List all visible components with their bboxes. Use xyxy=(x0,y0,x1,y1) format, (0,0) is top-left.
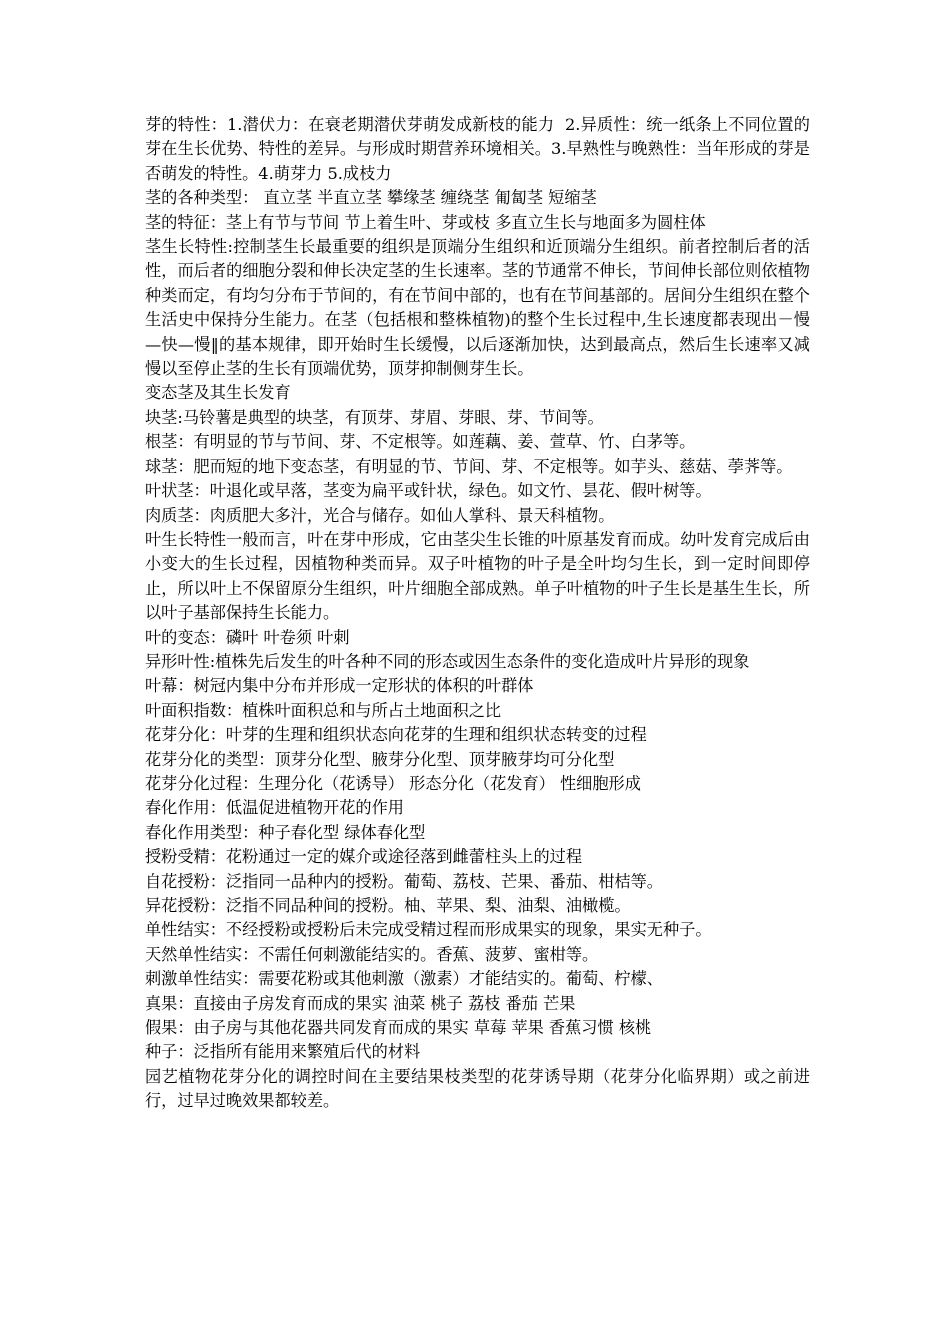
paragraph-phylloclade: 叶状茎：叶退化或早落，茎变为扁平或针状，绿色。如文竹、昙花、假叶树等。 xyxy=(145,481,712,501)
paragraph-stem-types: 茎的各种类型： 直立茎 半直立茎 攀缘茎 缠绕茎 匍匐茎 短缩茎 xyxy=(145,188,597,208)
paragraph-leaf-area-index: 叶面积指数：植株叶面积总和与所占土地面积之比 xyxy=(145,700,502,720)
paragraph-differentiation-process: 花芽分化过程：生理分化（花诱导） 形态分化（花发育） 性细胞形成 xyxy=(145,773,641,793)
paragraph-tuber: 块茎:马铃薯是典型的块茎，有顶芽、芽眉、芽眼、芽、节间等。 xyxy=(145,407,604,427)
paragraph-pollination: 授粉受精：花粉通过一定的媒介或途径落到雌蕾柱头上的过程 xyxy=(145,847,583,867)
paragraph-stem-growth: 茎生长特性:控制茎生长最重要的组织是顶端分生组织和近顶端分生组织。前者控制后者的活性，而后者的细胞分裂和伸长决定茎的生长速率。茎的节通常不伸长，节间伸长部位则依植物种类而定，有均匀分布于节间的，有在节间中部的，也有在节间基部的。居间分生组织在整个生活史中保持分生能力。在茎（包括根和整株植物)的整个生长过程中,生长速度都表现出－慢—快—慢‖的基本规律，即开始时生长缓慢，以后逐渐加快，达到最高点，然后生长速率又减慢以至停止茎的生长有顶端优势，顶芽抑制侧芽生长。 xyxy=(145,237,810,379)
paragraph-rhizome: 根茎：有明显的节与节间、芽、不定根等。如莲藕、姜、萱草、竹、白茅等。 xyxy=(145,432,696,452)
paragraph-false-fruit: 假果：由子房与其他花器共同发育而成的果实 草莓 苹果 香蕉习惯 核桃 xyxy=(145,1018,652,1038)
paragraph-bud-characteristics: 芽的特性：1.潜伏力：在衰老期潜伏芽萌发成新枝的能力 2.异质性：统一纸条上不同位置的芽在生长优势、特性的差异。与形成时期营养环境相关。3.早熟性与晚熟性：当年形成的芽是否萌发的特性。4.萌芽力 5.成枝力 xyxy=(145,115,810,183)
paragraph-stimulated-parthenocarpy: 刺激单性结实：需要花粉或其他刺激（激素）才能结实的。葡萄、柠檬、 xyxy=(145,969,663,989)
paragraph-corm: 球茎：肥而短的地下变态茎，有明显的节、节间、芽、不定根等。如芋头、慈菇、荸荠等。 xyxy=(145,456,793,476)
paragraph-natural-parthenocarpy: 天然单性结实：不需任何刺激能结实的。香蕉、菠萝、蜜柑等。 xyxy=(145,944,599,964)
paragraph-succulent-stem: 肉质茎：肉质肥大多汁，光合与储存。如仙人掌科、景天科植物。 xyxy=(145,505,615,525)
paragraph-self-pollination: 自花授粉：泛指同一品种内的授粉。葡萄、荔枝、芒果、番茄、柑桔等。 xyxy=(145,871,663,891)
paragraph-vernalization: 春化作用：低温促进植物开花的作用 xyxy=(145,798,404,818)
paragraph-true-fruit: 真果：直接由子房发育而成的果实 油菜 桃子 荔枝 番茄 芒果 xyxy=(145,993,576,1013)
paragraph-heterophylly: 异形叶性:植株先后发生的叶各种不同的形态或因生态条件的变化造成叶片异形的现象 xyxy=(145,651,750,671)
paragraph-cross-pollination: 异花授粉：泛指不同品种间的授粉。柚、苹果、梨、油梨、油橄榄。 xyxy=(145,896,631,915)
paragraph-leaf-modification: 叶的变态：磷叶 叶卷须 叶刺 xyxy=(145,627,350,647)
paragraph-leaf-growth: 叶生长特性一般而言，叶在芽中形成，它由茎尖生长锥的叶原基发育而成。幼叶发育完成后由小变大的生长过程，因植物种类而异。双子叶植物的叶子是全叶均匀生长，到一定时间即停止，所以叶上不保留原分生组织，叶片细胞全部成熟。单子叶植物的叶子生长是基生生长，所以叶子基部保持生长能力。 xyxy=(145,529,810,623)
paragraph-modified-stem-heading: 变态茎及其生长发育 xyxy=(145,383,291,403)
paragraph-parthenocarpy: 单性结实：不经授粉或授粉后未完成受精过程而形成果实的现象，果实无种子。 xyxy=(145,920,712,940)
paragraph-seed: 种子：泛指所有能用来繁殖后代的材料 xyxy=(145,1042,421,1062)
paragraph-leaf-canopy: 叶幕：树冠内集中分布并形成一定形状的体积的叶群体 xyxy=(145,676,534,696)
paragraph-differentiation-types: 花芽分化的类型：顶芽分化型、腋芽分化型、顶芽腋芽均可分化型 xyxy=(145,749,615,769)
document-body xyxy=(145,113,810,1114)
paragraph-regulation-timing: 园艺植物花芽分化的调控时间在主要结果枝类型的花芽诱导期（花芽分化临界期）或之前进行，过早过晚效果都较差。 xyxy=(145,1066,810,1111)
paragraph-stem-features: 茎的特征：茎上有节与节间 节上着生叶、芽或枝 多直立生长与地面多为圆柱体 xyxy=(145,212,706,232)
paragraph-flower-bud-differentiation: 花芽分化：叶芽的生理和组织状态向花芽的生理和组织状态转变的过程 xyxy=(145,725,647,745)
paragraph-vernalization-types: 春化作用类型：种子春化型 绿体春化型 xyxy=(145,822,426,842)
